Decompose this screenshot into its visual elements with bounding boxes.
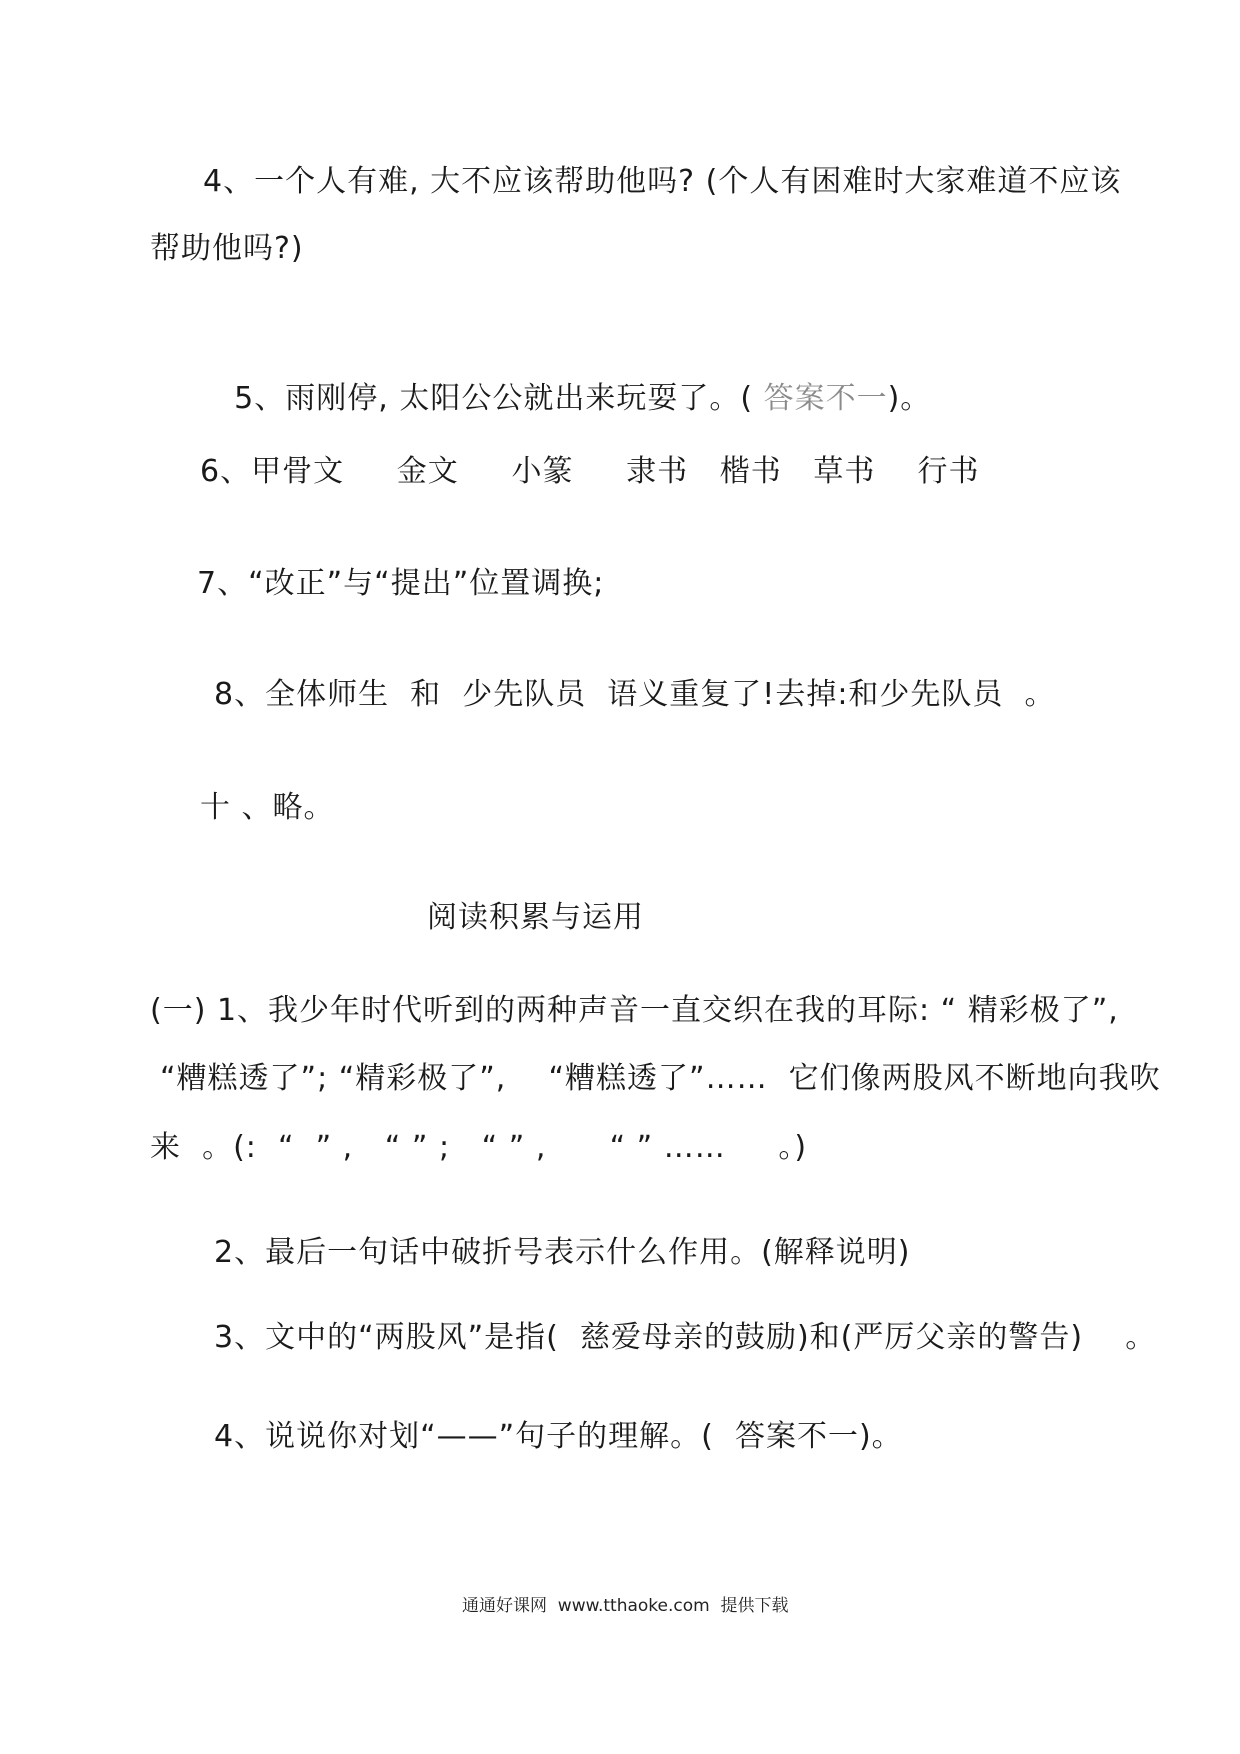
page-footer: 通通好课网 www.tthaoke.com 提供下载 (462, 1596, 789, 1616)
answer-item-4-line-1: 4、一个人有难, 大不应该帮助他吗? (个人有困难时大家难道不应该 (203, 164, 1122, 199)
answer-item-6: 6、甲骨文 金文 小篆 隶书 楷书 草书 行书 (200, 454, 980, 489)
answer-item-8: 8、全体师生 和 少先队员 语义重复了!去掉:和少先队员 。 (214, 677, 1056, 712)
reading-q3: 3、文中的“两股风”是指( 慈爱母亲的鼓励)和(严厉父亲的警告) 。 (214, 1320, 1157, 1355)
reading-section-heading: 阅读积累与运用 (427, 900, 644, 935)
answer-item-4-line-2: 帮助他吗?) (150, 231, 304, 266)
answer-item-5-prefix: 5、雨刚停, 太阳公公就出来玩耍了。( (234, 381, 754, 416)
answer-item-7: 7、“改正”与“提出”位置调换; (197, 566, 605, 601)
reading-q1-line-3: 来 。(: “ ” , “ ” ; “ ” , “ ” …… 。) (150, 1130, 808, 1165)
reading-q2: 2、最后一句话中破折号表示什么作用。(解释说明) (214, 1235, 911, 1270)
answer-item-10: 十 、略。 (200, 790, 335, 825)
answer-item-5-answer: 答案不一 (753, 381, 888, 416)
reading-q4: 4、说说你对划“——”句子的理解。( 答案不一)。 (214, 1419, 903, 1454)
reading-q1-line-2: “糟糕透了”; “精彩极了”, “糟糕透了”…… 它们像两股风不断地向我吹 (160, 1061, 1161, 1096)
reading-q1-line-1: (一) 1、我少年时代听到的两种声音一直交织在我的耳际: “ 精彩极了”, (150, 993, 1119, 1028)
answer-item-5-suffix: )。 (887, 381, 932, 416)
answer-item-5 (192, 339, 931, 459)
